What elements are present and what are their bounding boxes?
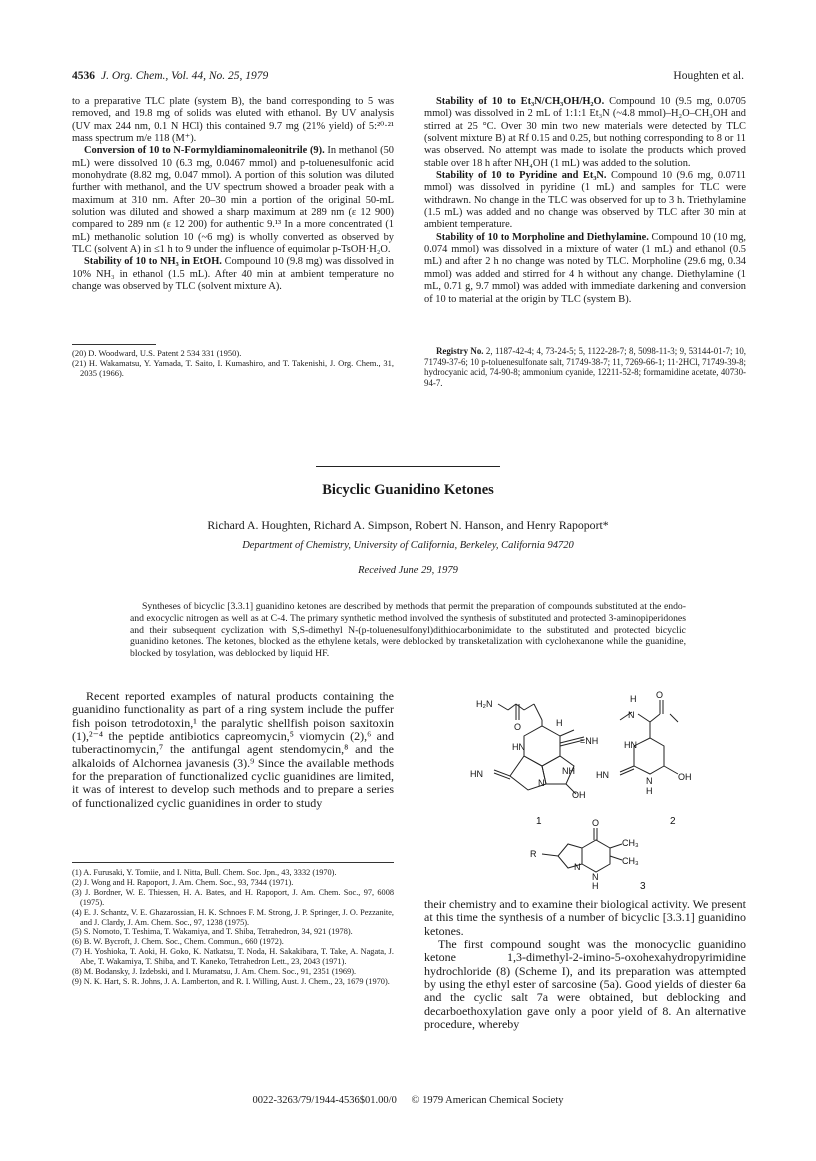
atom-label: NH xyxy=(562,766,575,776)
registry-paragraph xyxy=(424,346,746,388)
paragraph-body: Compound 10 (9.5 mg, 0.0705 mmol) was dissolved in 2 mL of 1:1:1 Et₃N (~4.8 mmol)–H₂O–CH₃OH and stirred at 25 °C. Over 30 min two new materials were detected by TLC (solvent mixture B) at Rf 0.15 and 0.25, but nothing corresponding to 8 or 11 was observed. No attempt was made to isolate the products which proved stable over 18 h after NH₄OH (1 mL) was added to the solution. xyxy=(424,96,746,169)
chemical-structures xyxy=(424,690,746,890)
footnote: (6) B. W. Bycroft, J. Chem. Soc., Chem. Commun., 660 (1972). xyxy=(72,937,284,947)
atom-label: CH₃ xyxy=(622,838,639,848)
left-column-top xyxy=(72,96,394,294)
abstract xyxy=(130,601,686,660)
page-footer xyxy=(0,1095,816,1106)
footer-copyright: © 1979 American Chemical Society xyxy=(411,1095,564,1106)
running-head xyxy=(72,70,744,86)
running-head-author: Houghten et al. xyxy=(673,70,744,82)
paragraph-body: In methanol (50 mL) were dissolved 10 (6.3 mg, 0.0467 mmol) and p-toluenesulfonic acid monohydrate (8.82 mg, 0.047 mmol). A portion of this solution was diluted further with methanol, and the UV spectrum showed a broader peak with a maximum at 310 nm. After 20–30 min a portion of the original 50-mL solution was diluted and showed a sharp maximum at 289 nm (ε 12 900) compared to 289 nm (ε 12 200) for authentic 9.¹³ In a more concentrated (1 mL) methanolic solution 10 (~6 mg) is wholly converted as observed by TLC (solvent A) in ≤1 h to 9 under the influence of equimolar p-TsOH·H₂O. xyxy=(72,145,394,256)
intro-left-column xyxy=(72,690,394,810)
article-affiliation: Department of Chemistry, University of California, Berkeley, California 94720 xyxy=(242,540,574,551)
journal-citation: J. Org. Chem., Vol. 44, No. 25, 1979 xyxy=(101,70,269,82)
atom-label: O xyxy=(656,690,664,700)
footnote: (9) N. K. Hart, S. R. Johns, J. A. Lamberton, and R. I. Willing, Aust. J. Chem., 23, 1679 (1970). xyxy=(72,976,390,986)
registry-heading: Registry No. xyxy=(436,346,484,356)
footnote-rule xyxy=(72,344,156,345)
atom-label: N xyxy=(574,862,581,872)
right-column-top xyxy=(424,96,746,306)
footnote: (2) J. Wong and H. Rapoport, J. Am. Chem. Soc., 93, 7344 (1971). xyxy=(72,877,294,887)
intro-paragraph: their chemistry and to examine their biological activity. We present at this time the synthesis of a number of bicyclic [3.3.1] guanidino ketones. xyxy=(424,897,746,938)
running-head-left xyxy=(72,70,268,86)
footnote: (21) H. Wakamatsu, Y. Yamada, T. Saito, I. Kumashiro, and T. Takenishi, J. Org. Chem., 31, 2035 (1966). xyxy=(72,358,394,379)
structure-3-bonds xyxy=(542,828,622,872)
registry-body: 2, 1187-42-4; 4, 73-24-5; 5, 1122-28-7; 8, 5098-11-3; 9, 53144-01-7; 10, 71749-37-6; 10 p-toluenesulfonate salt, 71749-38-7; 11, 7269-66-1; 11·2HCl, 71749-39-8; hydrocyanic acid, 74-90-8; ammonium cyanide, 12211-52-8; formamidine acetate, 40730-94-7. xyxy=(424,346,746,388)
paragraph-heading: Stability of 10 to Morpholine and Diethylamine. xyxy=(436,231,649,243)
paragraph xyxy=(424,96,746,170)
article-title: Bicyclic Guanidino Ketones xyxy=(322,482,494,498)
atom-label: HN xyxy=(596,770,609,780)
footnote: (4) E. J. Schantz, V. E. Ghazarossian, H. K. Schnoes F. M. Strong, J. P. Springer, J. O. Pezzanite, and J. Clardy, J. Am. Chem. Soc., 97, 1238 (1975). xyxy=(72,907,394,927)
atom-label: N xyxy=(628,710,635,720)
atom-label: HN xyxy=(624,740,637,750)
footnote: (8) M. Bodansky, J. Izdebski, and I. Muramatsu, J. Am. Chem. Soc., 91, 2351 (1969). xyxy=(72,967,357,977)
paragraph xyxy=(72,145,394,256)
structure-2-label: 2 xyxy=(670,816,676,827)
structure-3-atoms xyxy=(530,818,639,890)
footnote: (7) H. Yoshioka, T. Aoki, H. Goko, K. Natkatsu, T. Noda, H. Sakakibara, T. Take, A. Nagata, J. Abe, T. Wakamiya, T. Shiba, and T. Kaneko, Tetrahedron Lett., 23, 2043 (1971). xyxy=(72,947,394,967)
footer-code: 0022-3263/79/1944-4536$01.00/0 xyxy=(252,1095,397,1106)
structure-1-label: 1 xyxy=(536,816,542,827)
intro-paragraph: Recent reported examples of natural products containing the guanidino functionality as part of a ring system include the puffer fish poison tetrodotoxin,¹ the paralytic shellfish poison saxitoxin (1),²⁻⁴ the peptide antibiotics capreomycin,⁵ viomycin (2),⁶ and tuberactinomycin,⁷ the antifungal agent stendomycin,⁸ and the alkaloids of Alchornea javanesis (3).⁹ Since the available methods for the preparation of functionalized cyclic guanidines are limited, it was of interest to develop such methods and to prepare a series of functionalized cyclic guanidines in order to study xyxy=(72,689,394,810)
atom-label: OH xyxy=(572,790,586,800)
page-number: 4536 xyxy=(72,70,95,82)
atom-label: H xyxy=(646,786,653,796)
paragraph-heading: Stability of 10 to Et₃N/CH₃OH/H₂O. xyxy=(436,96,605,107)
intro-paragraph: The first compound sought was the monocyclic guanidino ketone 1,3-dimethyl-2-imino-5-oxohexahydropyrimidine hydrochloride (8) (Scheme I), and its preparation was attempted by using the ethyl ester of sarcosine (5a). Good yields of diester 6a and the cyclic salt 7a were obtained, but deblocking and decarboethoxylation gave only a poor yield of 8. An alternative procedure, whereby xyxy=(424,937,746,1032)
atom-label: =NH xyxy=(580,736,599,746)
paragraph xyxy=(424,170,746,232)
atom-label: H xyxy=(556,718,563,728)
footnotes-intro xyxy=(72,868,394,987)
article-divider xyxy=(316,466,500,467)
footnote: (3) J. Bordner, W. E. Thiessen, H. A. Bates, and H. Rapoport, J. Am. Chem. Soc., 97, 6008 (1975). xyxy=(72,887,394,907)
atom-label: O xyxy=(514,722,522,732)
paragraph-heading: Stability of 10 to Pyridine and Et₃N. xyxy=(436,170,607,182)
footnotes-top xyxy=(72,348,394,378)
paragraph-body: Compound 10 (10 mg, 0.074 mmol) was dissolved in a mixture of water (1 mL) and ethanol (0.5 mL) and after 2 h no change was noted by TLC. Morpholine (29.6 mg, 0.34 mmol) was added and stirred for 4 h without any change. Diethylamine (1 mL, 0.71 g, 9.7 mmol) was added with immediate darkening and conversion of 10 to material at the origin by TLC (system B). xyxy=(424,231,746,305)
structure-1-atoms xyxy=(470,699,598,800)
paragraph-body: Compound 10 (9.8 mg) was dissolved in 10% NH₃ in ethanol (1.5 mL). After 40 min at ambient temperature no change was observed by TLC (solvent mixture A). xyxy=(72,256,394,293)
paragraph: to a preparative TLC plate (system B), the band corresponding to 5 was removed, and 19.8 mg of solids was eluted with ethanol. By UV analysis (UV max 244 nm, 0.1 N HCl) this contained 9.7 mg (21% yield) of 5:²⁰·²¹ mass spectrum m/e 118 (M⁺). xyxy=(72,96,394,145)
intro-right-column xyxy=(424,898,746,1031)
paragraph-body: Compound 10 (9.6 mg, 0.0711 mmol) was dissolved in pyridine (1 mL) and samples for TLC were withdrawn. No change in the TLC was observed for up to 3 h. Triethylamine (1.5 mL) was added and no change was observed by TLC after 30 min at ambient temperature. xyxy=(424,170,747,231)
registry-numbers xyxy=(424,346,746,388)
paragraph xyxy=(424,232,746,306)
paragraph xyxy=(72,256,394,293)
atom-label: N xyxy=(592,872,599,882)
atom-label: HN xyxy=(470,769,483,779)
paragraph-heading: Conversion of 10 to N-Formyldiaminomaleonitrile (9). xyxy=(84,145,325,157)
received-date: Received June 29, 1979 xyxy=(358,565,458,576)
abstract-text: Syntheses of bicyclic [3.3.1] guanidino ketones are described by methods that permit the preparation of compounds substituted at the endo- and exocyclic nitrogen as well as at C-4. The primary synthetic method involved the synthesis of substituted and protected 3-aminopiperidones and their subsequent cyclization with S,S-dimethyl N-(p-toluenesulfonyl)dithiocarbonimidate to the substituted and protected bicyclic guanidino ketones. The ketones, blocked as the ethylene ketals, were deblocked by transketalization with cyclohexanone while the guanidine, blocked by tosylation, was deblocked by liquid HF. xyxy=(130,601,686,660)
atom-label: N xyxy=(646,776,653,786)
footnote-rule-intro xyxy=(72,862,394,863)
atom-label: R xyxy=(530,849,537,859)
atom-label: H₂N xyxy=(476,699,493,709)
structures-svg xyxy=(424,690,746,890)
atom-label: OH xyxy=(678,772,692,782)
footnote: (1) A. Furusaki, Y. Tomiie, and I. Nitta, Bull. Chem. Soc. Jpn., 43, 3332 (1970). xyxy=(72,868,337,877)
atom-label: N xyxy=(538,778,545,788)
atom-label: O xyxy=(592,818,600,828)
atom-label: H xyxy=(630,694,637,704)
paragraph-heading: Stability of 10 to NH₃ in EtOH. xyxy=(84,256,222,268)
footnote: (5) S. Nomoto, T. Teshima, T. Wakamiya, and T. Shiba, Tetrahedron, 34, 921 (1978). xyxy=(72,927,353,937)
article-authors: Richard A. Houghten, Richard A. Simpson, Robert N. Hanson, and Henry Rapoport* xyxy=(207,518,609,532)
atom-label: H xyxy=(592,881,599,890)
atom-label: HN xyxy=(512,742,525,752)
structure-3-label: 3 xyxy=(640,881,646,890)
structure-2-atoms xyxy=(596,690,692,796)
atom-label: CH₃ xyxy=(622,856,639,866)
footnote: (20) D. Woodward, U.S. Patent 2 534 331 (1950). xyxy=(72,348,242,358)
